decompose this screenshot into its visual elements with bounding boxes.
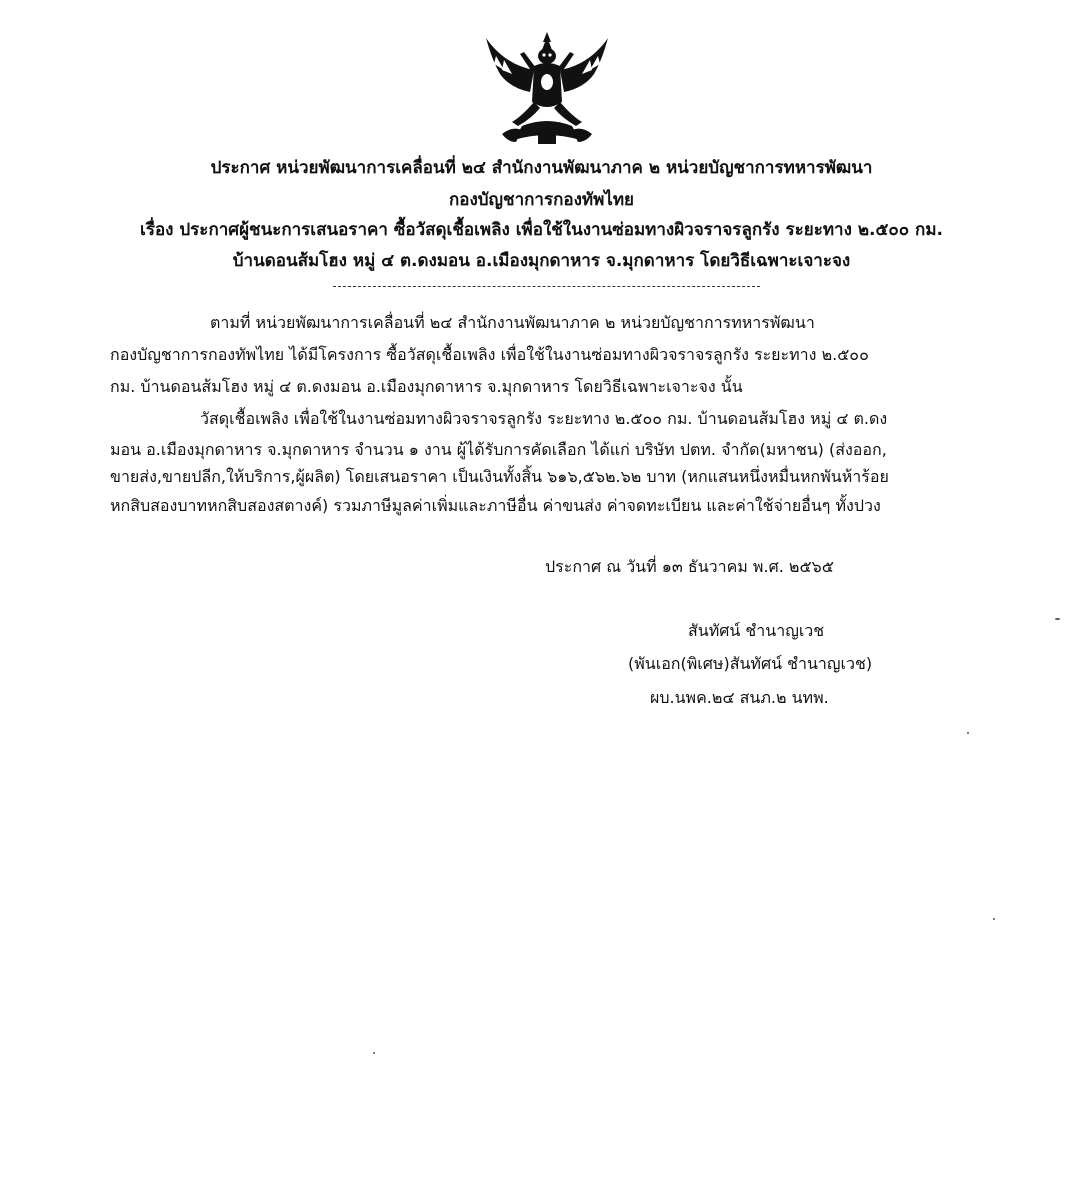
body-paragraph-1-line-1: ตามที่ หน่วยพัฒนาการเคลื่อนที่ ๒๔ สำนักงานพัฒนาภาค ๒ หน่วยบัญชาการทหารพัฒนา: [210, 313, 815, 332]
garuda-emblem-icon: [482, 30, 612, 148]
signatory-full-name: (พันเอก(พิเศษ)สันทัศน์ ชำนาญเวช): [628, 654, 873, 673]
announcement-subject-line-2: บ้านดอนส้มโฮง หมู่ ๔ ต.ดงมอน อ.เมืองมุกดาหาร จ.มุกดาหาร โดยวิธีเฉพาะเจาะจง: [232, 251, 851, 271]
scan-speck: [967, 732, 969, 734]
announcement-title-line-1: ประกาศ หน่วยพัฒนาการเคลื่อนที่ ๒๔ สำนักงานพัฒนาภาค ๒ หน่วยบัญชาการทหารพัฒนา: [210, 158, 873, 178]
announcement-title-line-2: กองบัญชาการกองทัพไทย: [448, 190, 635, 210]
signatory-signature: สันทัศน์ ชำนาญเวช: [688, 621, 825, 640]
body-paragraph-1-line-3: กม. บ้านดอนส้มโฮง หมู่ ๔ ต.ดงมอน อ.เมืองมุกดาหาร จ.มุกดาหาร โดยวิธีเฉพาะเจาะจง นั้น: [110, 377, 743, 396]
body-paragraph-1-line-2: กองบัญชาการกองทัพไทย ได้มีโครงการ ซื้อวัสดุเชื้อเพลิง เพื่อใช้ในงานซ่อมทางผิวจราจรลูกรัง ระยะทาง ๒.๕๐๐: [110, 345, 869, 364]
dashed-divider: [333, 286, 760, 287]
announcement-subject-line-1: เรื่อง ประกาศผู้ชนะการเสนอราคา ซื้อวัสดุเชื้อเพลิง เพื่อใช้ในงานซ่อมทางผิวจราจรลูกรัง ระยะทาง ๒.๕๐๐ กม.: [140, 220, 943, 240]
body-paragraph-2-line-1: วัสดุเชื้อเพลิง เพื่อใช้ในงานซ่อมทางผิวจราจรลูกรัง ระยะทาง ๒.๕๐๐ กม. บ้านดอนส้มโฮง หมู่ ๔ ต.ดง: [200, 409, 888, 428]
scan-speck: [993, 918, 995, 920]
scan-speck: [1055, 618, 1060, 620]
body-paragraph-2-line-3: ขายส่ง,ขายปลีก,ให้บริการ,ผู้ผลิต) โดยเสนอราคา เป็นเงินทั้งสิ้น ๖๑๖,๕๖๒.๖๒ บาท (หกแสนหนึ่งหมื่นหกพันห้าร้อย: [110, 467, 889, 486]
scan-speck: [373, 1052, 375, 1054]
body-paragraph-2-line-4: หกสิบสองบาทหกสิบสองสตางค์) รวมภาษีมูลค่าเพิ่มและภาษีอื่น ค่าขนส่ง ค่าจดทะเบียน และค่าใช้จ่ายอื่นๆ ทั้งปวง: [110, 496, 881, 515]
signatory-position: ผบ.นพค.๒๔ สนภ.๒ นทพ.: [650, 688, 829, 707]
body-paragraph-2-line-2: มอน อ.เมืองมุกดาหาร จ.มุกดาหาร จำนวน ๑ งาน ผู้ได้รับการคัดเลือก ได้แก่ บริษัท ปตท. จำกัด(มหาชน) (ส่งออก,: [110, 440, 887, 459]
announcement-date: ประกาศ ณ วันที่ ๑๓ ธันวาคม พ.ศ. ๒๕๖๕: [545, 557, 834, 576]
